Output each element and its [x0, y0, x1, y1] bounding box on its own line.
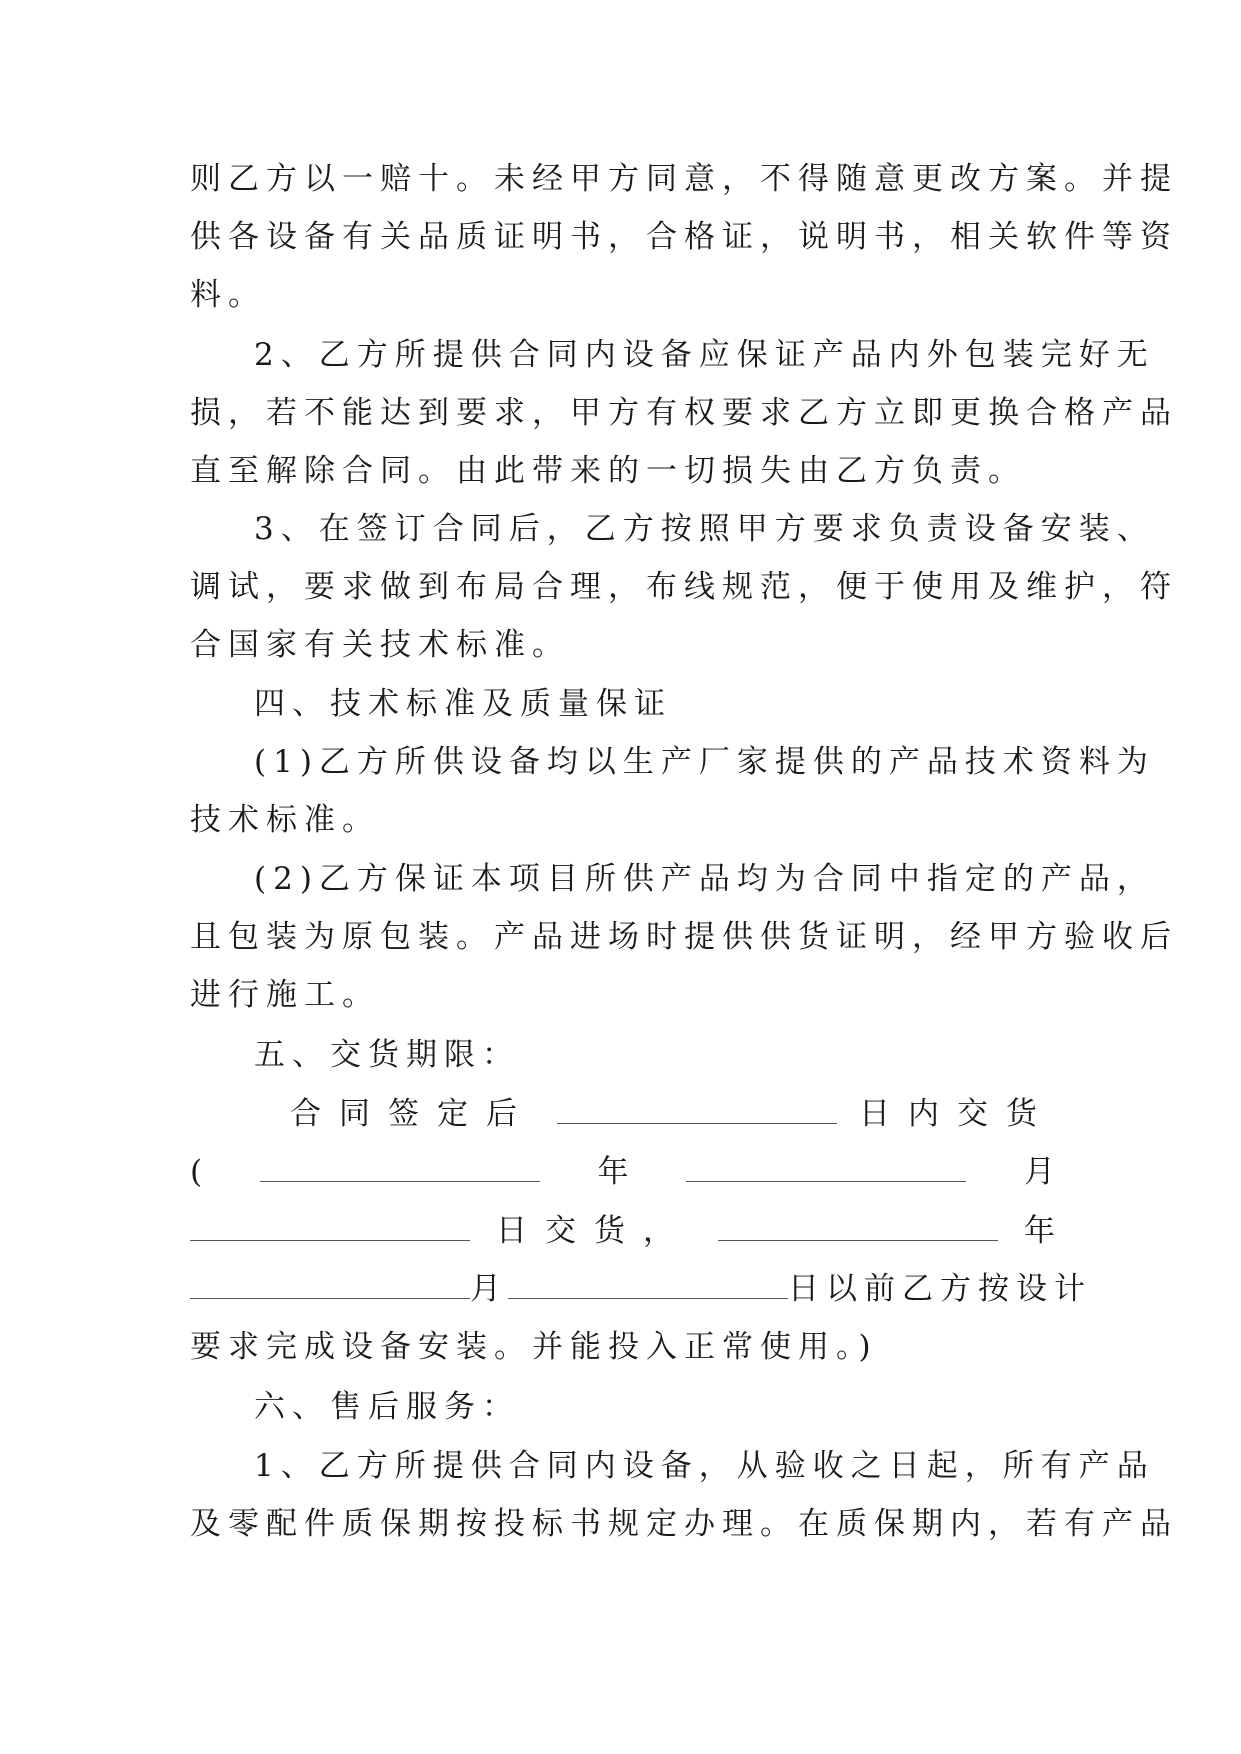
- fill-blank[interactable]: [508, 1268, 788, 1299]
- text-line: 供各设备有关品质证明书，合格证，说明书，相关软件等资: [190, 219, 1178, 255]
- section-heading: 五、交货期限：: [254, 1037, 520, 1073]
- paragraph-first-line: 2、乙方所提供合同内设备应保证产品内外包装完好无: [254, 337, 1155, 373]
- text-span: 年: [597, 1154, 629, 1190]
- text-span: 合同签定后: [290, 1096, 535, 1132]
- text-span: 年: [1024, 1213, 1055, 1249]
- text-line: 进行施工。: [190, 977, 380, 1013]
- paragraph-first-line: 3、在签订合同后，乙方按照甲方要求负责设备安装、: [254, 511, 1155, 547]
- section-heading: 四、技术标准及质量保证: [254, 686, 672, 722]
- paragraph-first-line: (2)乙方保证本项目所供产品均为合同中指定的产品，: [254, 861, 1155, 897]
- fill-blank[interactable]: [718, 1210, 998, 1241]
- fill-blank[interactable]: [190, 1210, 470, 1241]
- text-line: 要求完成设备安装。并能投入正常使用。): [190, 1329, 878, 1365]
- text-line: 且包装为原包装。产品进场时提供供货证明，经甲方验收后: [190, 919, 1178, 955]
- text-line: 损，若不能达到要求，甲方有权要求乙方立即更换合格产品: [190, 395, 1178, 431]
- text-span: 月: [1023, 1154, 1055, 1190]
- text-line: 合国家有关技术标准。: [190, 627, 570, 663]
- fill-blank[interactable]: [557, 1093, 837, 1124]
- delivery-line-4: [190, 1260, 1092, 1318]
- text-span: 日内交货: [859, 1096, 1055, 1132]
- text-span: (: [190, 1154, 203, 1190]
- text-line: 及零配件质保期按投标书规定办理。在质保期内，若有产品: [190, 1506, 1178, 1542]
- text-line: 则乙方以一赔十。未经甲方同意，不得随意更改方案。并提: [190, 161, 1178, 197]
- delivery-line-3: [190, 1202, 1055, 1260]
- text-line: 料。: [190, 277, 266, 313]
- text-line: 调试，要求做到布局合理，布线规范，便于使用及维护，符: [190, 569, 1178, 605]
- text-span: 日以前乙方按设计: [788, 1271, 1092, 1307]
- fill-blank[interactable]: [190, 1268, 470, 1299]
- paragraph-first-line: (1)乙方所供设备均以生产厂家提供的产品技术资料为: [254, 744, 1155, 780]
- fill-blank[interactable]: [686, 1151, 966, 1182]
- text-span: 日交货，: [496, 1213, 692, 1249]
- text-line: 直至解除合同。由此带来的一切损失由乙方负责。: [190, 453, 1026, 489]
- fill-blank[interactable]: [260, 1151, 540, 1182]
- delivery-line-1: [290, 1085, 1055, 1143]
- text-line: 技术标准。: [190, 802, 380, 838]
- section-heading: 六、售后服务：: [254, 1389, 520, 1425]
- text-span: 月: [470, 1271, 508, 1307]
- paragraph-first-line: 1、乙方所提供合同内设备，从验收之日起，所有产品: [254, 1448, 1155, 1484]
- delivery-line-2: [190, 1143, 1055, 1201]
